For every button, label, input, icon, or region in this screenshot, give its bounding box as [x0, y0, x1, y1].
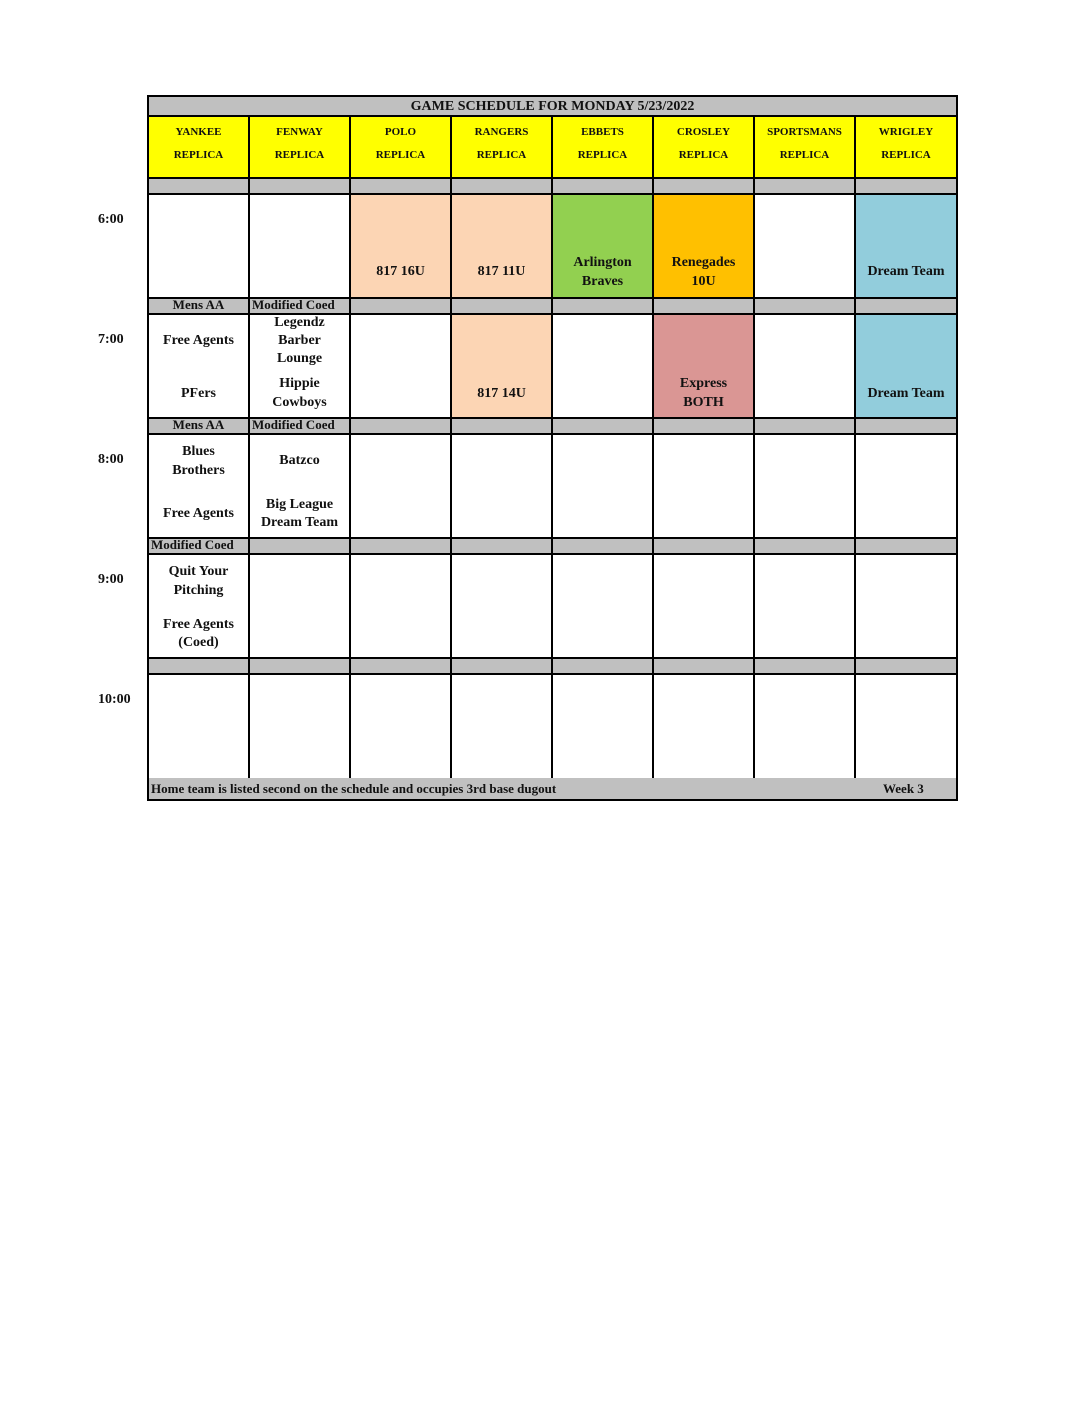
- game-slot-wrigley-8: [856, 435, 956, 539]
- game-slot-yankee-6: [149, 195, 250, 299]
- team-name: Express: [679, 376, 728, 391]
- field-sub: REPLICA: [173, 149, 224, 161]
- game-slot-rangers-7: [452, 315, 553, 419]
- division-label: [856, 539, 956, 555]
- field-sub: REPLICA: [375, 149, 426, 161]
- division-label: Modified Coed: [250, 299, 351, 315]
- team-name: Dream Team: [867, 264, 945, 279]
- team-name: Arlington: [573, 255, 632, 270]
- game-slot-polo-6: [351, 195, 452, 299]
- game-slot-crosley-7: [654, 315, 755, 419]
- field-name: WRIGLEY: [878, 126, 934, 138]
- field-name: SPORTSMANS: [767, 126, 842, 138]
- team-name: PFers: [181, 386, 216, 401]
- team-name: Batzco: [279, 453, 320, 468]
- division-label: [755, 659, 856, 675]
- game-slot-polo-8: [351, 435, 452, 539]
- time-label-6: 6:00: [98, 212, 124, 227]
- field-name: CROSLEY: [676, 126, 731, 138]
- division-label: [351, 419, 452, 435]
- team-name: 10U: [691, 274, 716, 289]
- time-label-7: 7:00: [98, 332, 124, 347]
- game-slot-crosley-9: [654, 555, 755, 659]
- team-name: Free Agents: [163, 333, 234, 348]
- team-name: 817 14U: [477, 386, 526, 401]
- game-slot-fenway-8: [250, 435, 351, 539]
- game-slot-yankee-8: [149, 435, 250, 539]
- field-header-rangers: [452, 117, 553, 179]
- division-label: [654, 299, 755, 315]
- team-name: 817 16U: [376, 264, 425, 279]
- field-name: RANGERS: [474, 126, 529, 138]
- game-slot-rangers-9: [452, 555, 553, 659]
- team-name: Quit Your: [168, 564, 229, 579]
- game-slot-fenway-6: [250, 195, 351, 299]
- game-slot-wrigley-6: [856, 195, 956, 299]
- time-label-10: 10:00: [98, 692, 131, 707]
- division-label: [654, 419, 755, 435]
- division-label: [250, 179, 351, 195]
- division-label: [654, 179, 755, 195]
- division-label: [755, 299, 856, 315]
- team-name: Barber: [278, 333, 321, 348]
- team-name: (Coed): [178, 635, 219, 650]
- team-name: Free Agents: [163, 506, 234, 521]
- division-label: [654, 539, 755, 555]
- division-label: [452, 659, 553, 675]
- game-slot-fenway-7: [250, 315, 351, 419]
- division-label: [351, 659, 452, 675]
- game-slot-sportsmans-6: [755, 195, 856, 299]
- game-slot-rangers-6: [452, 195, 553, 299]
- team-name: Blues: [182, 444, 215, 459]
- schedule-footer: [149, 778, 956, 799]
- division-label: Mens AA: [149, 299, 250, 315]
- field-name: POLO: [384, 126, 417, 138]
- game-slot-yankee-9: [149, 555, 250, 659]
- field-sub: REPLICA: [779, 149, 830, 161]
- field-sub: REPLICA: [577, 149, 628, 161]
- game-slot-ebbets-8: [553, 435, 654, 539]
- game-slot-sportsmans-10: [755, 675, 856, 780]
- game-slot-ebbets-9: [553, 555, 654, 659]
- field-sub: REPLICA: [678, 149, 729, 161]
- field-header-crosley: [654, 117, 755, 179]
- division-label: [149, 659, 250, 675]
- team-name: Legendz: [274, 315, 325, 330]
- game-slot-crosley-10: [654, 675, 755, 780]
- division-label: [149, 179, 250, 195]
- game-slot-yankee-7: [149, 315, 250, 419]
- division-label: Mens AA: [149, 419, 250, 435]
- field-name: FENWAY: [276, 126, 323, 138]
- division-label: [351, 179, 452, 195]
- team-name: Renegades: [671, 255, 736, 270]
- game-slot-crosley-6: [654, 195, 755, 299]
- team-name: Lounge: [276, 351, 323, 366]
- division-label: [452, 539, 553, 555]
- team-name: BOTH: [683, 395, 724, 410]
- division-label: [654, 659, 755, 675]
- home-team-note: Home team is listed second on the schedule and occupies 3rd base dugout: [151, 781, 557, 796]
- team-name: Braves: [581, 274, 624, 289]
- division-label: [351, 539, 452, 555]
- schedule-title: GAME SCHEDULE FOR MONDAY 5/23/2022: [149, 97, 956, 117]
- game-slot-polo-10: [351, 675, 452, 780]
- field-sub: REPLICA: [881, 149, 931, 161]
- game-slot-ebbets-10: [553, 675, 654, 780]
- game-slot-rangers-8: [452, 435, 553, 539]
- game-slot-rangers-10: [452, 675, 553, 780]
- time-label-9: 9:00: [98, 572, 124, 587]
- field-header-sportsmans: [755, 117, 856, 179]
- field-header-ebbets: [553, 117, 654, 179]
- game-slot-sportsmans-7: [755, 315, 856, 419]
- team-name: 817 11U: [477, 264, 526, 279]
- division-label: Modified Coed: [149, 539, 250, 555]
- week-label: Week 3: [883, 781, 924, 796]
- team-name: Dream Team: [260, 515, 339, 530]
- game-slot-crosley-8: [654, 435, 755, 539]
- division-label: [856, 299, 956, 315]
- field-sub: REPLICA: [476, 149, 527, 161]
- team-name: Hippie: [279, 376, 320, 391]
- game-slot-sportsmans-8: [755, 435, 856, 539]
- division-label: [755, 419, 856, 435]
- division-label: [553, 179, 654, 195]
- division-label: [452, 299, 553, 315]
- team-name: Brothers: [172, 463, 225, 478]
- field-header-yankee: [149, 117, 250, 179]
- team-name: Dream Team: [867, 386, 945, 401]
- field-header-wrigley: [856, 117, 956, 179]
- division-label: [856, 659, 956, 675]
- division-label: [250, 659, 351, 675]
- field-name: YANKEE: [175, 126, 222, 138]
- game-slot-yankee-10: [149, 675, 250, 780]
- division-label: [856, 419, 956, 435]
- division-label: [553, 539, 654, 555]
- division-label: [553, 659, 654, 675]
- division-label: [351, 299, 452, 315]
- team-name: Cowboys: [272, 395, 327, 410]
- game-slot-fenway-9: [250, 555, 351, 659]
- field-header-fenway: [250, 117, 351, 179]
- game-slot-polo-9: [351, 555, 452, 659]
- division-label: [452, 419, 553, 435]
- field-header-polo: [351, 117, 452, 179]
- division-label: [250, 539, 351, 555]
- division-label: Modified Coed: [250, 419, 351, 435]
- division-label: [755, 179, 856, 195]
- division-label: [553, 419, 654, 435]
- game-slot-ebbets-6: [553, 195, 654, 299]
- game-slot-wrigley-7: [856, 315, 956, 419]
- division-label: [755, 539, 856, 555]
- division-label: [856, 179, 956, 195]
- game-slot-ebbets-7: [553, 315, 654, 419]
- game-slot-sportsmans-9: [755, 555, 856, 659]
- team-name: Pitching: [173, 583, 224, 598]
- game-slot-wrigley-9: [856, 555, 956, 659]
- game-slot-wrigley-10: [856, 675, 956, 780]
- game-slot-fenway-10: [250, 675, 351, 780]
- game-slot-polo-7: [351, 315, 452, 419]
- field-sub: REPLICA: [274, 149, 325, 161]
- time-label-8: 8:00: [98, 452, 124, 467]
- team-name: Free Agents: [163, 617, 234, 632]
- field-name: EBBETS: [581, 126, 624, 138]
- division-label: [553, 299, 654, 315]
- game-schedule-table: [147, 95, 958, 801]
- division-label: [452, 179, 553, 195]
- team-name: Big League: [265, 497, 334, 512]
